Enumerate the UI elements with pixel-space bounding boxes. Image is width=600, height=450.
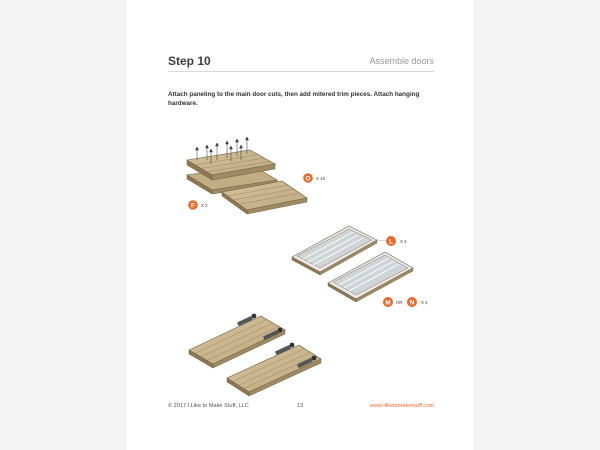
callout-l-letter: L: [389, 238, 393, 246]
footer-page-number: 13: [297, 403, 304, 409]
callout-n-qty: X 4: [421, 300, 428, 305]
callout-o: [303, 173, 325, 183]
step-title: Step 10: [168, 54, 211, 68]
callout-l-qty: X 4: [400, 239, 407, 244]
callout-or-text: OR: [396, 300, 403, 305]
assembly-illustration: [127, 0, 473, 450]
callout-f-letter: F: [191, 202, 195, 210]
footer-website-link[interactable]: www.iliketomakestuff.com: [370, 403, 434, 409]
callout-f: [188, 200, 208, 210]
callout-f-qty: X 2: [201, 203, 208, 208]
callout-m-letter: M: [385, 299, 391, 307]
callout-m-n: [383, 297, 428, 307]
callout-l: [377, 236, 407, 246]
manual-page: [127, 0, 473, 450]
footer-copyright: © 2017 I Like to Make Stuff, LLC: [168, 403, 249, 409]
callout-o-letter: O: [305, 175, 311, 183]
callout-n-letter: N: [409, 299, 415, 307]
instruction-text: Attach paneling to the main door cuts, then add mitered trim pieces. Attach hanging hardware.: [168, 91, 420, 107]
callout-o-qty: X 16: [316, 176, 326, 181]
section-title: Assemble doors: [369, 56, 434, 66]
